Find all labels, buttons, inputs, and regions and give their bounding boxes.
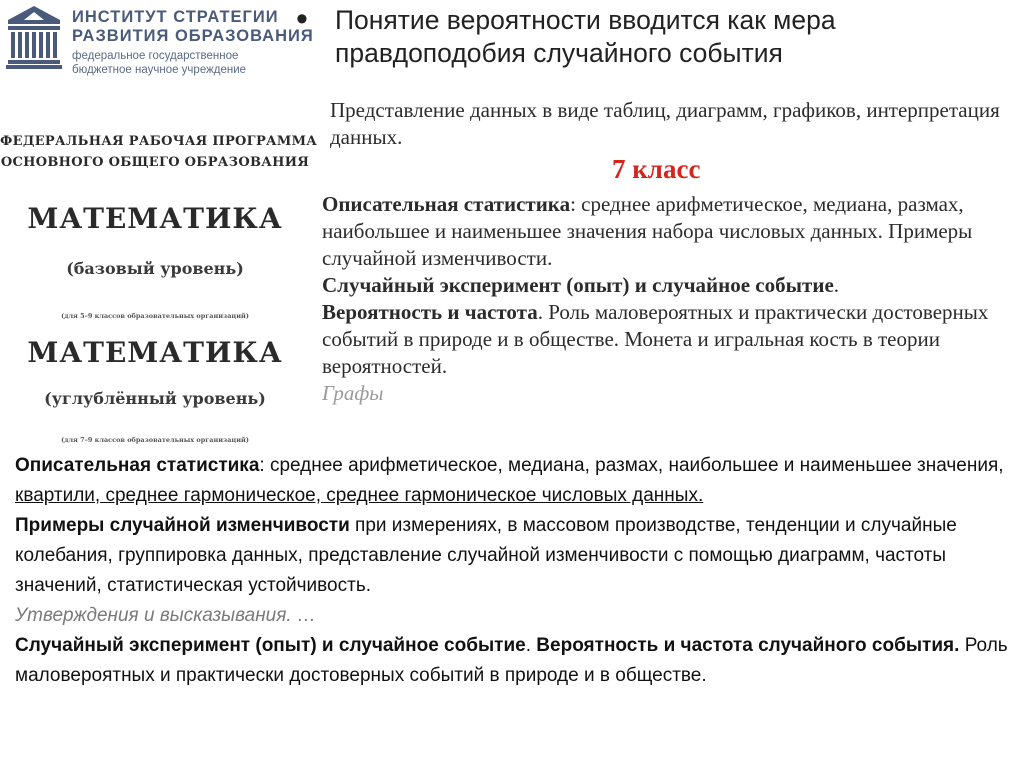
grade7-excerpt bbox=[322, 191, 1012, 407]
note-advanced: (для 7–9 классов образовательных организаций) bbox=[61, 436, 249, 444]
probability-paragraph bbox=[322, 299, 1012, 380]
lower-experiment-heading: Случайный эксперимент (опыт) и случайное событие bbox=[15, 635, 526, 656]
bullet-marker: • bbox=[296, 0, 308, 38]
statements-line: Утверждения и высказывания. … bbox=[15, 605, 316, 626]
note-basic: (для 5–9 классов образовательных организаций) bbox=[61, 312, 249, 320]
data-representation-text: Представление данных в виде таблиц, диаграмм, графиков, интерпретация данных. bbox=[330, 98, 1000, 149]
variability-text: при измерениях, в массовом производстве, тенденции и случайные колебания, группировка данных, представление случайной изменчивости с помощью диаграмм, частоты значений, статистическая устойчивость. bbox=[15, 515, 957, 596]
lower-experiment-paragraph bbox=[15, 631, 1015, 691]
desc-stat-text: : среднее арифметическое, медиана, размах, наибольшее и наименьшее значения набора числовых данных. Примеры случайной изменчивости. bbox=[322, 192, 973, 270]
lower-desc-stat-underlined: квартили, среднее гармоническое, среднее гармоническое числовых данных. bbox=[15, 485, 704, 506]
probability-heading: Вероятность и частота bbox=[322, 300, 538, 324]
advanced-program-excerpt bbox=[15, 451, 1015, 691]
lower-desc-stat-heading: Описательная статистика bbox=[15, 455, 260, 476]
variability-paragraph bbox=[15, 511, 1015, 601]
slide-headline: Понятие вероятности вводится как мера правдоподобия случайного события bbox=[335, 5, 836, 68]
program-title-line-1: ФЕДЕРАЛЬНАЯ РАБОЧАЯ ПРОГРАММА bbox=[0, 134, 318, 149]
logo-subtitle-line-1: федеральное государственное bbox=[72, 50, 239, 62]
experiment-end: . bbox=[833, 273, 840, 297]
experiment-heading: Случайный эксперимент (опыт) и случайное событие bbox=[322, 273, 834, 297]
probability-text: . Роль маловероятных и практически достоверных событий в природе и в обществе. Монета и игральная кость в теории вероятностей. bbox=[322, 300, 989, 378]
graphs-topic: Графы bbox=[322, 381, 384, 405]
grade-label: 7 класс bbox=[612, 154, 701, 184]
level-advanced: (углублённый уровень) bbox=[44, 389, 266, 408]
lower-desc-stat-text: : среднее арифметическое, медиана, размах, наибольшее и наименьшее значения, bbox=[259, 455, 1004, 476]
subject-title-advanced: МАТЕМАТИКА bbox=[27, 336, 283, 369]
logo-title-line-2: РАЗВИТИЯ ОБРАЗОВАНИЯ bbox=[72, 27, 314, 45]
lower-probability-heading: Вероятность и частота случайного события. bbox=[536, 635, 960, 656]
logo-subtitle-line-2: бюджетное научное учреждение bbox=[72, 64, 247, 76]
building-logo-icon bbox=[6, 4, 62, 70]
institute-logo bbox=[6, 4, 314, 76]
experiment-paragraph bbox=[322, 272, 1012, 299]
subject-title-basic: МАТЕМАТИКА bbox=[27, 202, 283, 235]
lower-desc-stat-paragraph bbox=[15, 451, 1015, 511]
desc-stat-paragraph bbox=[322, 191, 1012, 272]
lower-probability-text: Роль маловероятных и практически достоверных событий в природе и в обществе. bbox=[15, 635, 1008, 686]
variability-heading: Примеры случайной изменчивости bbox=[15, 515, 350, 536]
program-title-line-2: ОСНОВНОГО ОБЩЕГО ОБРАЗОВАНИЯ bbox=[0, 155, 310, 170]
lower-experiment-separator: . bbox=[525, 635, 537, 656]
desc-stat-heading: Описательная статистика bbox=[322, 192, 571, 216]
level-basic: (базовый уровень) bbox=[66, 259, 244, 278]
logo-title-line-1: ИНСТИТУТ СТРАТЕГИИ bbox=[72, 8, 279, 26]
